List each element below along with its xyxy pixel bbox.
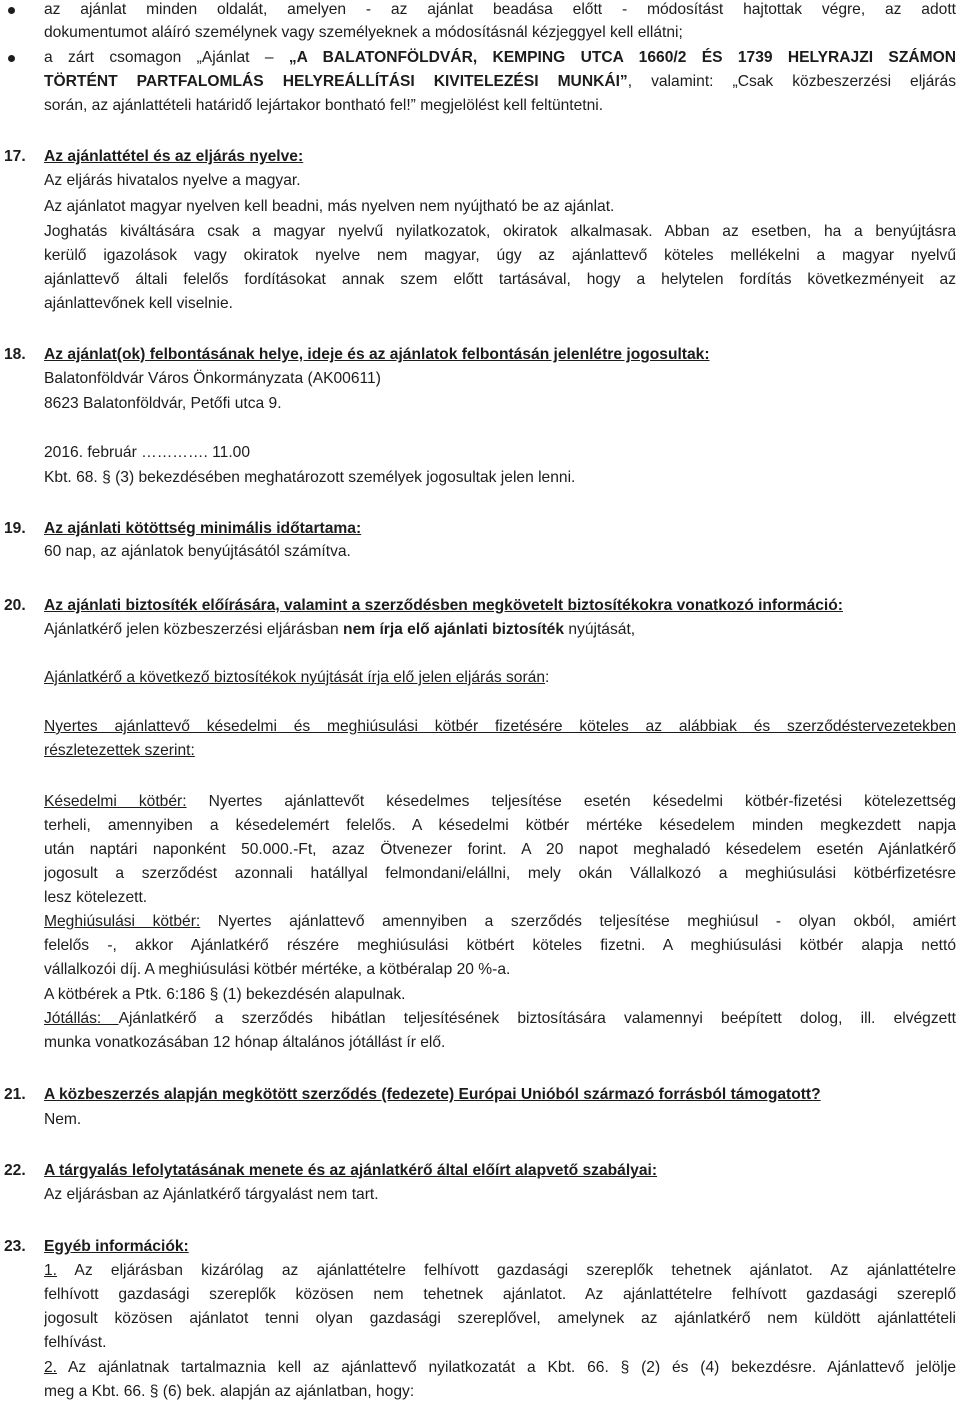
section-heading: A tárgyalás lefolytatásának menete és az ajánlatkérő által előírt alapvető szabályai: xyxy=(44,1162,658,1179)
paragraph-line: részletezettek szerint: xyxy=(44,742,195,759)
section-heading: Az ajánlati biztosíték előírására, valamint a szerződésben megkövetelt biztosítékokra vonatkozó információ: xyxy=(44,597,843,614)
paragraph-line: meg a Kbt. 66. § (6) bek. alapján az ajánlatban, hogy: xyxy=(44,1383,415,1400)
paragraph-line: jogosult közösen ajánlatot tenni olyan gazdasági szereplővel, amelynek az ajánlatkérő nem küldött ajánlattételi xyxy=(44,1310,956,1327)
paragraph-line: munka vonatkozásában 12 hónap általános jótállást ír elő. xyxy=(44,1034,446,1051)
paragraph-line: után naptári naponként 50.000.-Ft, azaz Ötvenezer forint. A 20 napot meghaladó késedelem esetén Ajánlatkérő xyxy=(44,841,956,858)
paragraph-line: 2. Az ajánlatnak tartalmaznia kell az ajánlattevő nyilatkozatát a Kbt. 66. § (2) és (4) bekezdésre. Ajánlattevő jelölje xyxy=(44,1359,956,1376)
paragraph-line: Kbt. 68. § (3) bekezdésében meghatározott személyek jogosultak jelen lenni. xyxy=(44,469,576,486)
bullet-2-line-2: TÖRTÉNT PARTFALOMLÁS HELYREÁLLÍTÁSI KIVITELEZÉSI MUNKÁI”, valamint: „Csak közbeszerzési eljárás xyxy=(44,73,956,90)
paragraph-line: Joghatás kiváltására csak a magyar nyelvű nyilatkozatok, okiratok alkalmasak. Abban az esetben, ha a benyújtásra xyxy=(44,223,956,240)
paragraph-line: ajánlattevőnek kell viselnie. xyxy=(44,295,233,312)
paragraph-line: Ajánlatkérő jelen közbeszerzési eljárásban nem írja elő ajánlati biztosíték nyújtását, xyxy=(44,621,636,638)
bullet-1-line-2: dokumentumot aláíró személynek vagy személyeknek a módosításnál kézjeggyel kell ellátni; xyxy=(44,24,683,41)
paragraph-line: felhívott gazdasági szereplők közösen nem tehetnek ajánlatot. Az ajánlattételre felhívott gazdasági szereplő xyxy=(44,1286,956,1303)
section-heading: Az ajánlat(ok) felbontásának helye, ideje és az ajánlatok felbontásán jelenlétre jogosultak: xyxy=(44,346,710,363)
bullet-icon xyxy=(8,55,18,65)
section-heading: Az ajánlattétel és az eljárás nyelve: xyxy=(44,148,304,165)
paragraph-line: kerülő igazolások vagy okiratok nyelve nem magyar, úgy az ajánlattevő köteles mellékelni a magyar nyelvű xyxy=(44,247,956,264)
paragraph-line: jogosult a szerződést azonnali hatállyal felmondani/elállni, mely okán Vállalkozó a meghiúsulási kötbérfizetésre xyxy=(44,865,956,882)
paragraph-line: 8623 Balatonföldvár, Petőfi utca 9. xyxy=(44,395,282,412)
bullet-1-line-1: az ajánlat minden oldalát, amelyen - az ajánlat beadása előtt - módosítást hajtottak végre, az adott xyxy=(44,1,956,18)
section-number: 19. xyxy=(4,520,26,537)
section-heading: A közbeszerzés alapján megkötött szerződés (fedezete) Európai Unióból származó forrásból támogatott? xyxy=(44,1086,821,1103)
section-number: 23. xyxy=(4,1238,26,1255)
section-heading: Egyéb információk: xyxy=(44,1238,189,1255)
section-number: 18. xyxy=(4,346,26,363)
section-number: 17. xyxy=(4,148,26,165)
kesedelmi-kotber-line: Késedelmi kötbér: Nyertes ajánlattevőt késedelmes teljesítése esetén késedelmi kötbér-fizetési kötelezettség xyxy=(44,793,956,810)
paragraph-line: terheli, amennyiben a késedelemért felelős. A késedelmi kötbér mértéke késedelem minden megkezdett napja xyxy=(44,817,956,834)
paragraph-line: vállalkozói díj. A meghiúsulási kötbér mértéke, a kötbéralap 20 %-a. xyxy=(44,961,511,978)
paragraph-line: felelős -, akkor Ajánlatkérő részére meghiúsulási kötbért köteles fizetni. A meghiúsulási kötbér alapja nettó xyxy=(44,937,956,954)
paragraph-line: A kötbérek a Ptk. 6:186 § (1) bekezdésén alapulnak. xyxy=(44,986,406,1003)
paragraph-line: felhívást. xyxy=(44,1334,107,1351)
bullet-2-line-1: a zárt csomagon „Ajánlat – „A BALATONFÖLDVÁR, KEMPING UTCA 1660/2 ÉS 1739 HELYRAJZI SZÁMON xyxy=(44,49,956,66)
bullet-icon xyxy=(8,7,18,17)
section-number: 21. xyxy=(4,1086,26,1103)
meghiusulasi-kotber-line: Meghiúsulási kötbér: Nyertes ajánlattevő amennyiben a szerződés teljesítése meghiúsul - olyan okból, amiért xyxy=(44,913,956,930)
paragraph-line: Balatonföldvár Város Önkormányzata (AK00611) xyxy=(44,370,381,387)
paragraph-line: Nem. xyxy=(44,1111,82,1128)
paragraph-line: 1. Az eljárásban kizárólag az ajánlattételre felhívott gazdasági szereplők tehetnek ajánlatot. Az ajánlattételre xyxy=(44,1262,956,1279)
paragraph-line: Nyertes ajánlattevő késedelmi és meghiúsulási kötbér fizetésére köteles az alábbiak és szerződéstervezetekben xyxy=(44,718,956,735)
paragraph-line: lesz kötelezett. xyxy=(44,889,148,906)
section-number: 20. xyxy=(4,597,26,614)
paragraph-line: ajánlattevő általi felelős fordításokat annak szem előtt tartásával, hogy a helytelen fordítás következményeit az xyxy=(44,271,956,288)
paragraph-line: 2016. február …………. 11.00 xyxy=(44,444,250,461)
paragraph-line: Az ajánlatot magyar nyelven kell beadni, más nyelven nem nyújtható be az ajánlat. xyxy=(44,198,615,215)
section-heading: Az ajánlati kötöttség minimális időtartama: xyxy=(44,520,362,537)
paragraph-line: Ajánlatkérő a következő biztosítékok nyújtását írja elő jelen eljárás során: xyxy=(44,669,550,686)
bullet-2-line-3: során, az ajánlattételi határidő lejártakor bontható fel!” megjelölést kell feltüntetni. xyxy=(44,97,604,114)
paragraph-line: Az eljárás hivatalos nyelve a magyar. xyxy=(44,172,301,189)
paragraph-line: Az eljárásban az Ajánlatkérő tárgyalást nem tart. xyxy=(44,1186,379,1203)
section-number: 22. xyxy=(4,1162,26,1179)
jotallas-line: Jótállás: Ajánlatkérő a szerződés hibátlan teljesítésének biztosítására valamennyi beépített dolog, ill. elvégzett xyxy=(44,1010,956,1027)
paragraph-line: 60 nap, az ajánlatok benyújtásától számítva. xyxy=(44,543,351,560)
